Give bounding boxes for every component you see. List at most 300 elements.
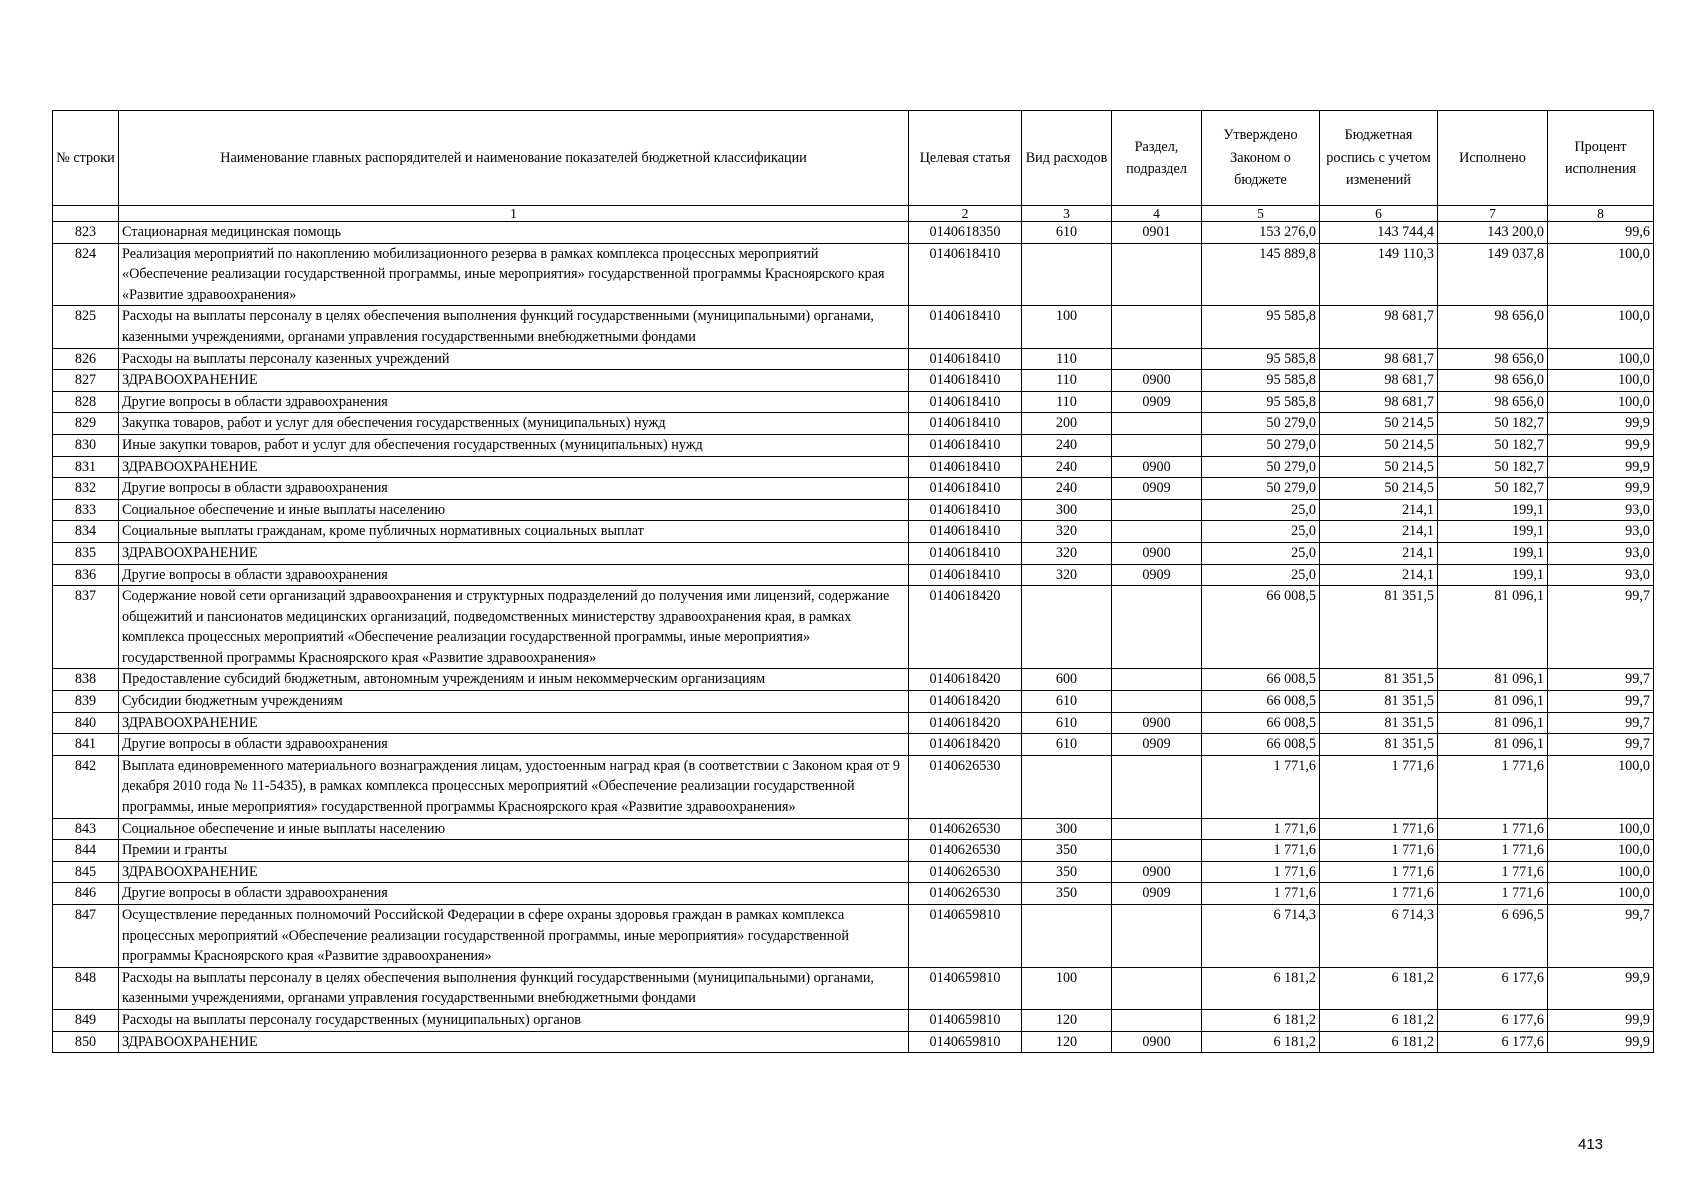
row-name: Другие вопросы в области здравоохранения	[119, 478, 909, 500]
row-approved: 1 771,6	[1202, 861, 1320, 883]
row-budget-schedule: 214,1	[1320, 521, 1438, 543]
row-budget-schedule: 149 110,3	[1320, 243, 1438, 306]
table-row	[53, 1031, 1654, 1053]
row-expense-type: 350	[1022, 883, 1112, 905]
table-row	[53, 413, 1654, 435]
column-number-row	[53, 206, 1654, 222]
row-percent: 99,9	[1548, 456, 1654, 478]
row-executed: 50 182,7	[1438, 413, 1548, 435]
row-expense-type: 110	[1022, 370, 1112, 392]
row-percent: 100,0	[1548, 306, 1654, 348]
row-number: 828	[53, 391, 119, 413]
row-expense-type: 100	[1022, 306, 1112, 348]
row-executed: 98 656,0	[1438, 370, 1548, 392]
row-approved: 6 714,3	[1202, 905, 1320, 968]
row-executed: 81 096,1	[1438, 712, 1548, 734]
table-row	[53, 712, 1654, 734]
row-section	[1112, 755, 1202, 818]
row-budget-schedule: 6 181,2	[1320, 967, 1438, 1009]
row-target-article: 0140618410	[909, 306, 1022, 348]
header-name: Наименование главных распорядителей и наименование показателей бюджетной классификации	[119, 111, 909, 206]
row-number: 841	[53, 734, 119, 756]
row-approved: 66 008,5	[1202, 669, 1320, 691]
row-expense-type: 350	[1022, 861, 1112, 883]
row-expense-type: 320	[1022, 564, 1112, 586]
row-target-article: 0140618420	[909, 734, 1022, 756]
header-expense-type: Вид расходов	[1022, 111, 1112, 206]
row-number: 829	[53, 413, 119, 435]
row-section: 0901	[1112, 222, 1202, 244]
row-executed: 199,1	[1438, 542, 1548, 564]
row-executed: 50 182,7	[1438, 434, 1548, 456]
table-row	[53, 691, 1654, 713]
table-row	[53, 669, 1654, 691]
row-number: 840	[53, 712, 119, 734]
row-executed: 6 177,6	[1438, 1009, 1548, 1031]
row-budget-schedule: 81 351,5	[1320, 712, 1438, 734]
table-row	[53, 222, 1654, 244]
header-row-number: № строки	[53, 111, 119, 206]
header-executed: Исполнено	[1438, 111, 1548, 206]
row-budget-schedule: 1 771,6	[1320, 818, 1438, 840]
row-number: 825	[53, 306, 119, 348]
row-executed: 98 656,0	[1438, 391, 1548, 413]
row-percent: 99,9	[1548, 967, 1654, 1009]
row-target-article: 0140626530	[909, 818, 1022, 840]
row-number: 844	[53, 840, 119, 862]
row-number: 849	[53, 1009, 119, 1031]
row-target-article: 0140618410	[909, 370, 1022, 392]
row-name: Расходы на выплаты персоналу государственных (муниципальных) органов	[119, 1009, 909, 1031]
table-row	[53, 905, 1654, 968]
table-row	[53, 1009, 1654, 1031]
row-approved: 1 771,6	[1202, 818, 1320, 840]
row-name: Закупка товаров, работ и услуг для обеспечения государственных (муниципальных) нужд	[119, 413, 909, 435]
row-percent: 93,0	[1548, 499, 1654, 521]
row-percent: 99,7	[1548, 691, 1654, 713]
row-target-article: 0140618410	[909, 391, 1022, 413]
row-target-article: 0140618410	[909, 348, 1022, 370]
row-percent: 100,0	[1548, 840, 1654, 862]
row-budget-schedule: 6 714,3	[1320, 905, 1438, 968]
row-approved: 1 771,6	[1202, 883, 1320, 905]
row-executed: 143 200,0	[1438, 222, 1548, 244]
row-name: Другие вопросы в области здравоохранения	[119, 883, 909, 905]
row-percent: 99,7	[1548, 905, 1654, 968]
table-row	[53, 243, 1654, 306]
row-section: 0909	[1112, 734, 1202, 756]
row-percent: 99,6	[1548, 222, 1654, 244]
row-approved: 1 771,6	[1202, 840, 1320, 862]
table-row	[53, 861, 1654, 883]
table-row	[53, 564, 1654, 586]
row-budget-schedule: 81 351,5	[1320, 669, 1438, 691]
row-approved: 66 008,5	[1202, 691, 1320, 713]
row-percent: 100,0	[1548, 818, 1654, 840]
row-budget-schedule: 98 681,7	[1320, 348, 1438, 370]
row-percent: 99,7	[1548, 712, 1654, 734]
row-budget-schedule: 6 181,2	[1320, 1009, 1438, 1031]
row-budget-schedule: 1 771,6	[1320, 755, 1438, 818]
row-expense-type	[1022, 755, 1112, 818]
column-number: 8	[1548, 206, 1654, 222]
row-executed: 6 177,6	[1438, 1031, 1548, 1053]
row-approved: 95 585,8	[1202, 348, 1320, 370]
row-number: 842	[53, 755, 119, 818]
row-name: ЗДРАВООХРАНЕНИЕ	[119, 861, 909, 883]
row-budget-schedule: 1 771,6	[1320, 861, 1438, 883]
table-body	[53, 222, 1654, 1053]
column-number: 1	[119, 206, 909, 222]
row-number: 832	[53, 478, 119, 500]
row-expense-type	[1022, 243, 1112, 306]
row-name: ЗДРАВООХРАНЕНИЕ	[119, 370, 909, 392]
table-row	[53, 391, 1654, 413]
table-row	[53, 478, 1654, 500]
row-name: Содержание новой сети организаций здравоохранения и структурных подразделений до получения ими лицензий, содержание общежитий и пансионатов медицинских организаций, подведомственных министерству здравоохранения края, в рамках комплекса процессных мероприятий «Обеспечение реализации государственной программы, иные мероприятия» государственной программы Красноярского края «Развитие здравоохранения»	[119, 586, 909, 669]
row-percent: 99,7	[1548, 586, 1654, 669]
row-target-article: 0140618410	[909, 542, 1022, 564]
row-section	[1112, 967, 1202, 1009]
row-approved: 95 585,8	[1202, 306, 1320, 348]
row-target-article: 0140618410	[909, 564, 1022, 586]
row-executed: 81 096,1	[1438, 586, 1548, 669]
row-number: 823	[53, 222, 119, 244]
row-budget-schedule: 6 181,2	[1320, 1031, 1438, 1053]
row-budget-schedule: 81 351,5	[1320, 691, 1438, 713]
row-executed: 1 771,6	[1438, 861, 1548, 883]
row-expense-type: 300	[1022, 818, 1112, 840]
page-number: 413	[1578, 1136, 1604, 1153]
row-percent: 100,0	[1548, 391, 1654, 413]
row-approved: 50 279,0	[1202, 434, 1320, 456]
row-approved: 25,0	[1202, 499, 1320, 521]
header-percent: Процент исполнения	[1548, 111, 1654, 206]
row-section	[1112, 905, 1202, 968]
row-number: 827	[53, 370, 119, 392]
row-name: Другие вопросы в области здравоохранения	[119, 734, 909, 756]
row-approved: 66 008,5	[1202, 734, 1320, 756]
row-budget-schedule: 81 351,5	[1320, 734, 1438, 756]
row-expense-type: 320	[1022, 521, 1112, 543]
row-budget-schedule: 1 771,6	[1320, 840, 1438, 862]
row-approved: 6 181,2	[1202, 967, 1320, 1009]
row-section: 0900	[1112, 712, 1202, 734]
table-row	[53, 586, 1654, 669]
row-target-article: 0140626530	[909, 861, 1022, 883]
table-row	[53, 306, 1654, 348]
row-name: ЗДРАВООХРАНЕНИЕ	[119, 456, 909, 478]
row-approved: 50 279,0	[1202, 478, 1320, 500]
row-target-article: 0140618410	[909, 478, 1022, 500]
table-row	[53, 370, 1654, 392]
row-section: 0909	[1112, 391, 1202, 413]
row-expense-type: 120	[1022, 1009, 1112, 1031]
table-row	[53, 840, 1654, 862]
row-percent: 93,0	[1548, 521, 1654, 543]
row-executed: 1 771,6	[1438, 818, 1548, 840]
row-number: 830	[53, 434, 119, 456]
row-approved: 50 279,0	[1202, 456, 1320, 478]
row-executed: 6 177,6	[1438, 967, 1548, 1009]
row-number: 839	[53, 691, 119, 713]
row-name: Расходы на выплаты персоналу в целях обеспечения выполнения функций государственными (муниципальными) органами, казенными учреждениями, органами управления государственными внебюджетными фондами	[119, 306, 909, 348]
row-percent: 99,9	[1548, 1031, 1654, 1053]
row-percent: 93,0	[1548, 564, 1654, 586]
row-expense-type: 110	[1022, 391, 1112, 413]
row-approved: 153 276,0	[1202, 222, 1320, 244]
row-percent: 99,7	[1548, 669, 1654, 691]
column-number: 3	[1022, 206, 1112, 222]
row-number: 826	[53, 348, 119, 370]
table-row	[53, 542, 1654, 564]
row-budget-schedule: 50 214,5	[1320, 478, 1438, 500]
column-number: 5	[1202, 206, 1320, 222]
row-target-article: 0140659810	[909, 1031, 1022, 1053]
table-row	[53, 883, 1654, 905]
row-name: Расходы на выплаты персоналу казенных учреждений	[119, 348, 909, 370]
row-expense-type: 100	[1022, 967, 1112, 1009]
row-expense-type	[1022, 586, 1112, 669]
row-section	[1112, 243, 1202, 306]
row-budget-schedule: 81 351,5	[1320, 586, 1438, 669]
row-executed: 81 096,1	[1438, 669, 1548, 691]
row-section: 0900	[1112, 542, 1202, 564]
row-expense-type: 240	[1022, 434, 1112, 456]
row-number: 846	[53, 883, 119, 905]
row-target-article: 0140618410	[909, 456, 1022, 478]
row-budget-schedule: 50 214,5	[1320, 434, 1438, 456]
row-approved: 25,0	[1202, 521, 1320, 543]
row-section	[1112, 691, 1202, 713]
row-approved: 50 279,0	[1202, 413, 1320, 435]
row-approved: 6 181,2	[1202, 1031, 1320, 1053]
row-target-article: 0140618410	[909, 413, 1022, 435]
header-budget-schedule: Бюджетная роспись с учетом изменений	[1320, 111, 1438, 206]
row-number: 831	[53, 456, 119, 478]
row-percent: 100,0	[1548, 348, 1654, 370]
row-budget-schedule: 1 771,6	[1320, 883, 1438, 905]
row-name: Иные закупки товаров, работ и услуг для обеспечения государственных (муниципальных) нужд	[119, 434, 909, 456]
row-executed: 149 037,8	[1438, 243, 1548, 306]
row-target-article: 0140659810	[909, 1009, 1022, 1031]
row-name: Социальное обеспечение и иные выплаты населению	[119, 499, 909, 521]
table-row	[53, 499, 1654, 521]
row-percent: 99,9	[1548, 478, 1654, 500]
row-name: Социальное обеспечение и иные выплаты населению	[119, 818, 909, 840]
row-budget-schedule: 214,1	[1320, 542, 1438, 564]
column-number-blank	[53, 206, 119, 222]
row-approved: 66 008,5	[1202, 586, 1320, 669]
row-number: 833	[53, 499, 119, 521]
row-percent: 100,0	[1548, 883, 1654, 905]
row-section: 0900	[1112, 370, 1202, 392]
table-row	[53, 434, 1654, 456]
row-expense-type: 600	[1022, 669, 1112, 691]
row-name: ЗДРАВООХРАНЕНИЕ	[119, 1031, 909, 1053]
row-section	[1112, 521, 1202, 543]
row-target-article: 0140618410	[909, 521, 1022, 543]
row-number: 850	[53, 1031, 119, 1053]
row-budget-schedule: 214,1	[1320, 499, 1438, 521]
row-expense-type: 320	[1022, 542, 1112, 564]
row-percent: 100,0	[1548, 370, 1654, 392]
row-target-article: 0140618350	[909, 222, 1022, 244]
table-row	[53, 755, 1654, 818]
row-executed: 6 696,5	[1438, 905, 1548, 968]
row-approved: 25,0	[1202, 564, 1320, 586]
row-approved: 25,0	[1202, 542, 1320, 564]
row-number: 838	[53, 669, 119, 691]
row-target-article: 0140659810	[909, 967, 1022, 1009]
row-name: Социальные выплаты гражданам, кроме публичных нормативных социальных выплат	[119, 521, 909, 543]
row-name: ЗДРАВООХРАНЕНИЕ	[119, 542, 909, 564]
row-section	[1112, 1009, 1202, 1031]
row-section: 0900	[1112, 1031, 1202, 1053]
row-number: 848	[53, 967, 119, 1009]
row-executed: 81 096,1	[1438, 734, 1548, 756]
row-number: 824	[53, 243, 119, 306]
row-section	[1112, 818, 1202, 840]
row-budget-schedule: 214,1	[1320, 564, 1438, 586]
header-approved: Утверждено Законом о бюджете	[1202, 111, 1320, 206]
row-percent: 99,9	[1548, 434, 1654, 456]
row-budget-schedule: 143 744,4	[1320, 222, 1438, 244]
row-approved: 6 181,2	[1202, 1009, 1320, 1031]
header-target-article: Целевая статья	[909, 111, 1022, 206]
row-section	[1112, 586, 1202, 669]
row-percent: 93,0	[1548, 542, 1654, 564]
row-name: Субсидии бюджетным учреждениям	[119, 691, 909, 713]
row-name: ЗДРАВООХРАНЕНИЕ	[119, 712, 909, 734]
row-section: 0909	[1112, 478, 1202, 500]
row-expense-type: 120	[1022, 1031, 1112, 1053]
column-number: 7	[1438, 206, 1548, 222]
row-approved: 95 585,8	[1202, 370, 1320, 392]
row-section	[1112, 499, 1202, 521]
row-executed: 199,1	[1438, 521, 1548, 543]
row-number: 836	[53, 564, 119, 586]
row-name: Осуществление переданных полномочий Российской Федерации в сфере охраны здоровья граждан в рамках комплекса процессных мероприятий «Обеспечение реализации государственной программы, иные мероприятия» государственной программы Красноярского края «Развитие здравоохранения»	[119, 905, 909, 968]
row-expense-type: 610	[1022, 734, 1112, 756]
row-expense-type: 110	[1022, 348, 1112, 370]
row-name: Предоставление субсидий бюджетным, автономным учреждениям и иным некоммерческим организациям	[119, 669, 909, 691]
row-expense-type: 610	[1022, 222, 1112, 244]
row-expense-type: 610	[1022, 691, 1112, 713]
row-target-article: 0140618410	[909, 243, 1022, 306]
row-number: 845	[53, 861, 119, 883]
table-row	[53, 456, 1654, 478]
row-section	[1112, 348, 1202, 370]
row-number: 843	[53, 818, 119, 840]
row-section: 0909	[1112, 564, 1202, 586]
row-target-article: 0140618420	[909, 586, 1022, 669]
table-row	[53, 967, 1654, 1009]
row-expense-type: 200	[1022, 413, 1112, 435]
row-executed: 1 771,6	[1438, 840, 1548, 862]
row-expense-type	[1022, 905, 1112, 968]
table-row	[53, 521, 1654, 543]
row-section	[1112, 434, 1202, 456]
row-approved: 145 889,8	[1202, 243, 1320, 306]
row-expense-type: 350	[1022, 840, 1112, 862]
row-budget-schedule: 50 214,5	[1320, 413, 1438, 435]
row-executed: 98 656,0	[1438, 306, 1548, 348]
row-section: 0900	[1112, 861, 1202, 883]
row-target-article: 0140618420	[909, 691, 1022, 713]
row-expense-type: 240	[1022, 456, 1112, 478]
budget-table-container	[52, 110, 1653, 1053]
row-approved: 66 008,5	[1202, 712, 1320, 734]
column-number: 4	[1112, 206, 1202, 222]
row-section: 0909	[1112, 883, 1202, 905]
row-approved: 95 585,8	[1202, 391, 1320, 413]
column-number: 2	[909, 206, 1022, 222]
row-percent: 99,9	[1548, 1009, 1654, 1031]
row-budget-schedule: 98 681,7	[1320, 370, 1438, 392]
row-name: Реализация мероприятий по накоплению мобилизационного резерва в рамках комплекса процессных мероприятий «Обеспечение реализации государственной программы, иные мероприятия» государственной программы Красноярского края «Развитие здравоохранения»	[119, 243, 909, 306]
row-budget-schedule: 98 681,7	[1320, 391, 1438, 413]
table-row	[53, 818, 1654, 840]
header-row	[53, 111, 1654, 206]
table-row	[53, 734, 1654, 756]
row-name: Другие вопросы в области здравоохранения	[119, 391, 909, 413]
row-percent: 100,0	[1548, 861, 1654, 883]
row-name: Стационарная медицинская помощь	[119, 222, 909, 244]
row-executed: 199,1	[1438, 499, 1548, 521]
row-expense-type: 610	[1022, 712, 1112, 734]
row-expense-type: 300	[1022, 499, 1112, 521]
column-number: 6	[1320, 206, 1438, 222]
row-target-article: 0140659810	[909, 905, 1022, 968]
row-section	[1112, 306, 1202, 348]
row-budget-schedule: 98 681,7	[1320, 306, 1438, 348]
row-number: 835	[53, 542, 119, 564]
row-target-article: 0140626530	[909, 840, 1022, 862]
row-executed: 199,1	[1438, 564, 1548, 586]
table-row	[53, 348, 1654, 370]
row-number: 837	[53, 586, 119, 669]
row-target-article: 0140626530	[909, 883, 1022, 905]
row-percent: 99,9	[1548, 413, 1654, 435]
row-expense-type: 240	[1022, 478, 1112, 500]
header-section: Раздел, подраздел	[1112, 111, 1202, 206]
row-section	[1112, 840, 1202, 862]
row-target-article: 0140626530	[909, 755, 1022, 818]
row-percent: 100,0	[1548, 755, 1654, 818]
row-number: 834	[53, 521, 119, 543]
row-target-article: 0140618420	[909, 669, 1022, 691]
row-number: 847	[53, 905, 119, 968]
row-target-article: 0140618410	[909, 499, 1022, 521]
row-target-article: 0140618420	[909, 712, 1022, 734]
row-name: Выплата единовременного материального вознаграждения лицам, удостоенным наград края (в соответствии с Законом края от 9 декабря 2010 года № 11-5435), в рамках комплекса процессных мероприятий «Обеспечение реализации государственной программы, иные мероприятия» государственной программы Красноярского края «Развитие здравоохранения»	[119, 755, 909, 818]
row-percent: 99,7	[1548, 734, 1654, 756]
row-budget-schedule: 50 214,5	[1320, 456, 1438, 478]
budget-execution-table	[52, 110, 1654, 1053]
row-name: Другие вопросы в области здравоохранения	[119, 564, 909, 586]
row-executed: 50 182,7	[1438, 478, 1548, 500]
row-executed: 81 096,1	[1438, 691, 1548, 713]
row-executed: 1 771,6	[1438, 755, 1548, 818]
row-approved: 1 771,6	[1202, 755, 1320, 818]
row-name: Премии и гранты	[119, 840, 909, 862]
row-executed: 98 656,0	[1438, 348, 1548, 370]
row-name: Расходы на выплаты персоналу в целях обеспечения выполнения функций государственными (муниципальными) органами, казенными учреждениями, органами управления государственными внебюджетными фондами	[119, 967, 909, 1009]
row-section: 0900	[1112, 456, 1202, 478]
row-section	[1112, 413, 1202, 435]
row-executed: 1 771,6	[1438, 883, 1548, 905]
